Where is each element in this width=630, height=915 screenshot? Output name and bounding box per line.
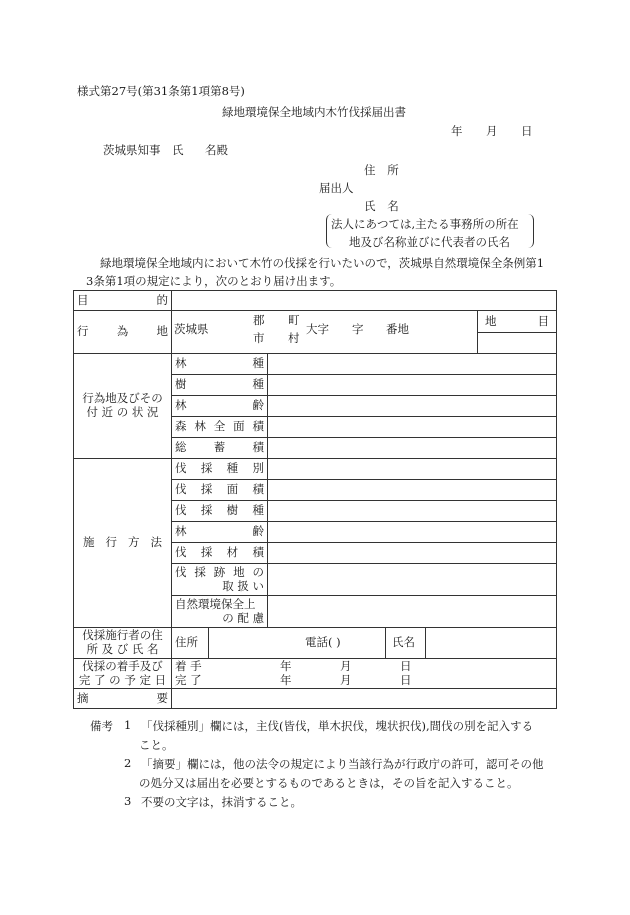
notification-form-table: [73, 290, 557, 709]
site-pref: 茨城県: [174, 322, 209, 336]
surroundings-item: 総 蓄 積: [175, 440, 264, 455]
schedule-start-year: 年: [280, 659, 292, 673]
note-number: 1: [124, 718, 132, 732]
intro-line2: 3条第1項の規定により，次のとおり届け出ます。: [86, 274, 342, 288]
operator-name-field[interactable]: [426, 628, 556, 658]
surroundings-field[interactable]: [268, 354, 557, 375]
row-summary: [74, 689, 557, 709]
surroundings-field[interactable]: [268, 438, 557, 459]
schedule-start-day: 日: [400, 659, 412, 673]
note-line: 「摘要」欄には，他の法令の規定により当該行為が行政庁の許可，認可その他: [141, 757, 544, 771]
site-label: 行 為 地: [77, 324, 168, 339]
notes-heading: 備考: [90, 719, 113, 733]
method-field[interactable]: [268, 543, 557, 564]
date-month: 月: [486, 124, 498, 138]
note-number: 2: [124, 756, 132, 770]
schedule-start-month: 月: [340, 659, 352, 673]
schedule-label: 伐採の着手及び 完 了 の 予 定 日: [74, 659, 172, 689]
method-item: 伐 採 樹 種: [175, 503, 264, 518]
intro-line1: 緑地環境保全地域内において木竹の伐採を行いたいので，茨城県自然環境保全条例第1: [100, 256, 545, 270]
surroundings-item: 林 齢: [175, 398, 264, 413]
method-item: 伐 採 種 別: [175, 461, 264, 476]
surroundings-field[interactable]: [268, 375, 557, 396]
applicant-label: 届出人: [319, 181, 354, 195]
surroundings-field[interactable]: [268, 417, 557, 438]
addressee-prefix: 茨城県知事: [103, 143, 161, 157]
surroundings-label: 行為地及びその 付 近 の 状 況: [74, 354, 172, 459]
corp-note-line1: 法人にあつては,主たる事務所の所在: [331, 217, 519, 231]
note-line: 「伐採種別」欄には，主伐(皆伐，単木択伐，塊状択伐),間伐の別を記入する: [141, 719, 534, 733]
note-line: こと。: [139, 738, 174, 752]
form-title: 緑地環境保全地域内木竹伐採届出書: [222, 105, 406, 119]
form-number: 様式第27号(第31条第1項第8号): [77, 84, 245, 98]
row-operator: [74, 628, 557, 659]
site-machi: 町: [288, 313, 300, 327]
surroundings-item: 樹 種: [175, 377, 264, 392]
method-item: 林 齢: [175, 524, 264, 539]
method-field[interactable]: [268, 459, 557, 480]
method-hairyo-label: 自然環境保全上 の 配 慮: [172, 596, 268, 628]
note-line: の処分又は届出を必要とするものであるときは，その旨を記入すること。: [139, 776, 519, 790]
operator-phone-field[interactable]: [209, 628, 386, 658]
chimoku-label: 地 目: [485, 313, 550, 328]
applicant-name-label: 氏 名: [364, 199, 403, 213]
applicant-address-label: 住 所: [364, 163, 403, 177]
method-field[interactable]: [268, 564, 557, 596]
surroundings-item: 森 林 全 面 積: [175, 419, 264, 434]
operator-label: 伐採施行者の住 所 及 び 氏 名: [74, 628, 172, 659]
schedule-end-year: 年: [280, 673, 292, 687]
summary-label: 摘 要: [77, 690, 168, 705]
date-day: 日: [521, 124, 533, 138]
surroundings-item: 林 種: [175, 356, 264, 371]
method-label: 施 行 方 法: [83, 535, 162, 550]
row-schedule: [74, 659, 557, 689]
method-item: 伐 採 面 積: [175, 482, 264, 497]
site-oaza: 大字: [306, 322, 329, 336]
note-number: 3: [124, 794, 132, 808]
summary-field[interactable]: [172, 689, 557, 709]
site-gun: 郡: [253, 313, 265, 327]
date-year: 年: [451, 124, 463, 138]
method-field[interactable]: [268, 480, 557, 501]
addressee-shi: 氏: [172, 143, 184, 157]
addressee-mei: 名殿: [205, 143, 228, 157]
operator-address-label: 住所: [172, 628, 209, 658]
site-shi: 市: [253, 331, 265, 345]
site-mura: 村: [288, 331, 300, 345]
method-field[interactable]: [268, 596, 557, 628]
method-ato-label: 伐 採 跡 地 の 取 扱 い: [172, 564, 268, 596]
surroundings-field[interactable]: [268, 396, 557, 417]
chimoku-field[interactable]: [478, 333, 557, 354]
site-aza: 字: [352, 322, 364, 336]
method-field[interactable]: [268, 501, 557, 522]
site-banchi: 番地: [386, 322, 409, 336]
operator-phone-label: 電話( ): [305, 635, 341, 649]
row-purpose: 目 的: [74, 291, 557, 311]
method-field[interactable]: [268, 522, 557, 543]
note-line: 不要の文字は，抹消すること。: [141, 795, 302, 809]
row-site: [74, 311, 557, 333]
schedule-end-month: 月: [340, 673, 352, 687]
purpose-field[interactable]: [172, 291, 557, 311]
site-address-field[interactable]: [172, 311, 478, 354]
schedule-end-label: 完 了: [175, 673, 202, 687]
schedule-end-day: 日: [400, 673, 412, 687]
corp-note-line2: 地及び名称並びに代表者の氏名: [349, 235, 510, 249]
schedule-field[interactable]: [172, 659, 557, 689]
schedule-start-label: 着 手: [175, 659, 202, 673]
operator-name-label: 氏名: [386, 628, 426, 658]
method-item: 伐 採 材 積: [175, 545, 264, 560]
